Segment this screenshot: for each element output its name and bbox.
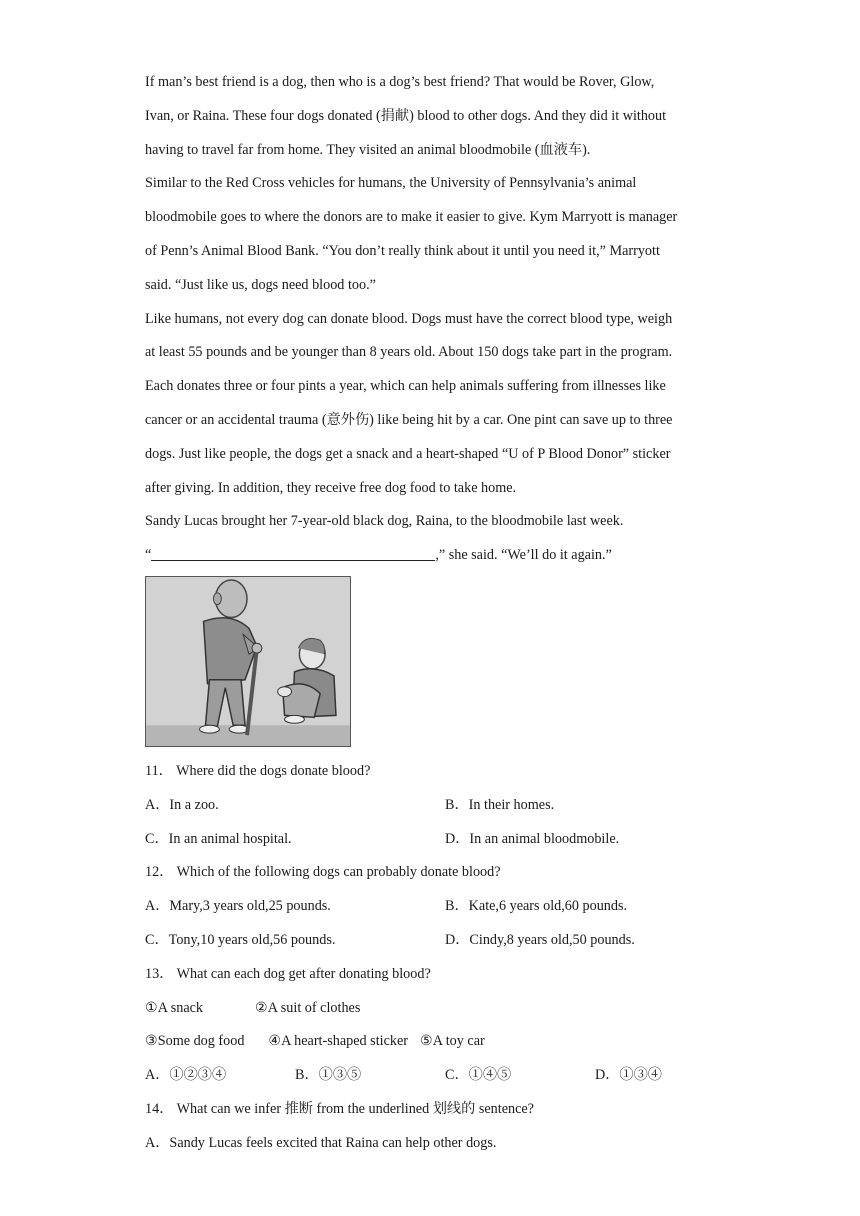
q13-item-2: ②A suit of clothes [255, 999, 361, 1016]
q13-option-d[interactable]: D．①③④ [595, 1067, 662, 1084]
question-12-options-row [145, 890, 725, 924]
question-13-options-row [145, 1059, 725, 1093]
illustration-old-man-and-boy [145, 576, 351, 747]
quote-blank-line [145, 539, 725, 573]
q13-item-3: ③Some dog food [145, 1033, 245, 1050]
q13-item-1: ①A snack [145, 999, 204, 1016]
question-13-items [145, 1025, 725, 1059]
passage-line: Each donates three or four pints a year, which can help animals suffering from illnesses like [145, 378, 666, 395]
q12-option-a[interactable]: A．Mary,3 years old,25 pounds. [145, 898, 331, 915]
passage-line: bloodmobile goes to where the donors are to make it easier to give. Kym Marryott is manager [145, 209, 678, 226]
passage-line: Ivan, or Raina. These four dogs donated (捐献) blood to other dogs. And they did it without [145, 107, 667, 124]
question-13-stem: 13． What can each dog get after donating blood? [145, 965, 431, 982]
q13-item-5: ⑤A toy car [420, 1033, 485, 1050]
question-11-options-row [145, 789, 725, 823]
q11-option-d[interactable]: D．In an animal bloodmobile. [445, 830, 620, 847]
quote-close: ,” she said. “We’ll do it again.” [435, 547, 612, 564]
passage-line: after giving. In addition, they receive free dog food to take home. [145, 479, 517, 496]
passage-line: Sandy Lucas brought her 7-year-old black dog, Raina, to the bloodmobile last week. [145, 513, 624, 530]
q11-option-b[interactable]: B．In their homes. [445, 796, 555, 813]
passage-line: said. “Just like us, dogs need blood too.” [145, 276, 376, 293]
question-11-stem: 11． Where did the dogs donate blood? [145, 762, 371, 779]
quote-open: “ [145, 547, 152, 564]
question-13-items [145, 992, 725, 1026]
passage-line: Similar to the Red Cross vehicles for humans, the University of Pennsylvania’s animal [145, 175, 637, 192]
q11-option-a[interactable]: A．In a zoo. [145, 796, 219, 813]
q12-option-d[interactable]: D．Cindy,8 years old,50 pounds. [445, 931, 635, 948]
passage-line: dogs. Just like people, the dogs get a snack and a heart-shaped “U of P Blood Donor” sticker [145, 445, 671, 462]
passage-line: having to travel far from home. They visited an animal bloodmobile (血液车). [145, 141, 591, 158]
q13-option-b[interactable]: B．①③⑤ [295, 1067, 362, 1084]
passage-line: Like humans, not every dog can donate blood. Dogs must have the correct blood type, weigh [145, 310, 673, 327]
q11-option-c[interactable]: C．In an animal hospital. [145, 830, 292, 847]
worksheet-page [145, 66, 725, 1161]
question-14-stem: 14． What can we infer 推断 from the underlined 划线的 sentence? [145, 1100, 534, 1117]
q12-option-b[interactable]: B．Kate,6 years old,60 pounds. [445, 898, 628, 915]
q13-item-4: ④A heart-shaped sticker [268, 1033, 408, 1050]
q13-option-c[interactable]: C．①④⑤ [445, 1067, 512, 1084]
passage-line: of Penn’s Animal Blood Bank. “You don’t really think about it until you need it,” Marryott [145, 242, 660, 259]
q14-option-a[interactable]: A．Sandy Lucas feels excited that Raina can help other dogs. [145, 1134, 497, 1151]
passage-line: If man’s best friend is a dog, then who is a dog’s best friend? That would be Rover, Glow, [145, 74, 655, 90]
question-12-options-row [145, 924, 725, 958]
answer-blank[interactable] [151, 543, 435, 561]
passage-line: cancer or an accidental trauma (意外伤) like being hit by a car. One pint can save up to three [145, 411, 673, 428]
passage-line: at least 55 pounds and be younger than 8 years old. About 150 dogs take part in the program. [145, 344, 673, 361]
question-12-stem: 12． Which of the following dogs can probably donate blood? [145, 864, 501, 881]
question-11-options-row [145, 823, 725, 857]
q12-option-c[interactable]: C．Tony,10 years old,56 pounds. [145, 931, 336, 948]
q13-option-a[interactable]: A．①②③④ [145, 1067, 227, 1084]
